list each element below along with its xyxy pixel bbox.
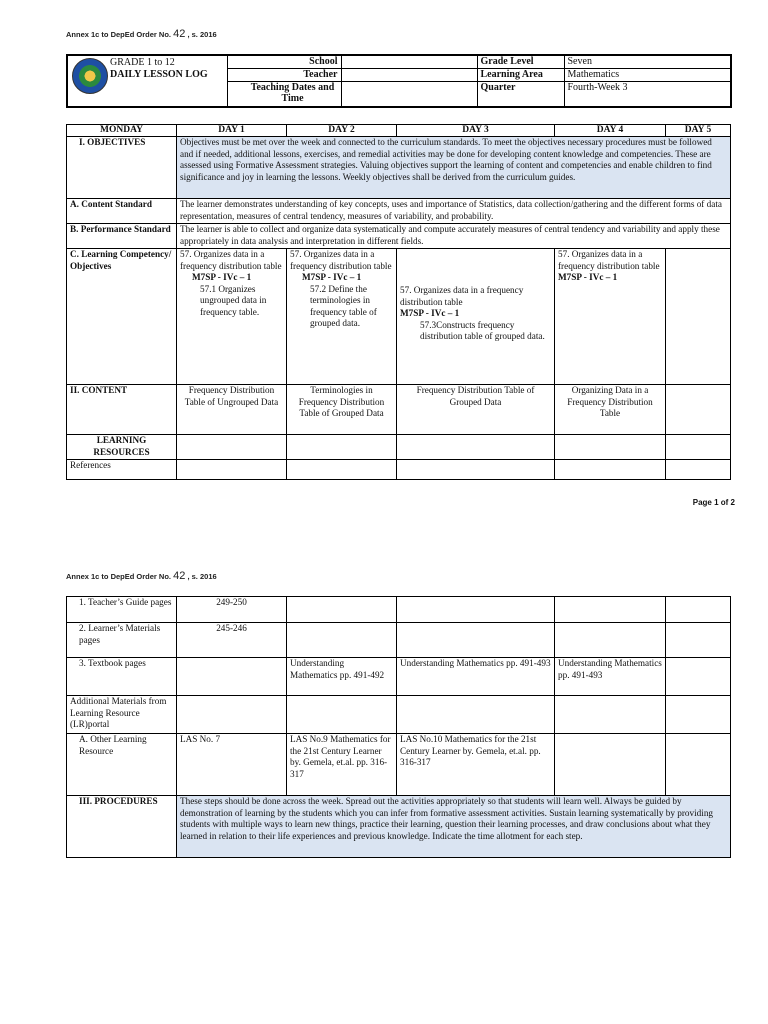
competency-row xyxy=(67,249,731,385)
annex-number: 42 xyxy=(173,28,186,40)
learning-area-value: Mathematics xyxy=(564,68,731,81)
competency-day2-sub: 57.2 Define the terminologies in frequency table of grouped data. xyxy=(310,283,377,328)
competency-day5 xyxy=(666,249,731,385)
page-number: Page 1 of 2 xyxy=(692,498,735,507)
performance-standard-row xyxy=(67,224,731,249)
other-resource-row xyxy=(67,734,731,796)
day-header-day1: DAY 1 xyxy=(177,125,287,137)
content-day1: Frequency Distribution Table of Ungrouped Data xyxy=(177,385,287,435)
competency-day1-main: 57. Organizes data in a frequency distribution table xyxy=(180,249,282,271)
performance-standard-label: B. Performance Standard xyxy=(67,224,177,249)
other-resource-label: A. Other Learning Resource xyxy=(67,734,177,796)
competency-day2 xyxy=(287,249,397,385)
deped-seal-icon xyxy=(72,58,108,94)
quarter-label: Quarter xyxy=(477,81,564,107)
grade-level-label: Grade Level xyxy=(477,55,564,68)
other-resource-day3: LAS No.10 Mathematics for the 21st Century Learner by. Gemela, et.al. pp. 316-317 xyxy=(397,734,555,796)
content-label: II. CONTENT xyxy=(67,385,177,435)
content-day3: Frequency Distribution Table of Grouped Data xyxy=(397,385,555,435)
content-standard-row xyxy=(67,199,731,224)
competency-day3 xyxy=(397,249,555,385)
procedures-row xyxy=(67,796,731,858)
learning-resources-row xyxy=(67,435,731,460)
objectives-row xyxy=(67,137,731,199)
procedures-label: III. PROCEDURES xyxy=(67,796,177,858)
teachers-guide-label: 1. Teacher’s Guide pages xyxy=(67,597,177,623)
learning-area-label: Learning Area xyxy=(477,68,564,81)
quarter-value: Fourth-Week 3 xyxy=(564,81,731,107)
day-header-day2: DAY 2 xyxy=(287,125,397,137)
header-title-dll: DAILY LESSON LOG xyxy=(110,68,208,80)
content-day5 xyxy=(666,385,731,435)
references-label: References xyxy=(67,460,177,480)
textbook-day2: Understanding Mathematics pp. 491-492 xyxy=(287,658,397,696)
other-resource-day2: LAS No.9 Mathematics for the 21st Century Learner by. Gemela, et.al. pp. 316-317 xyxy=(287,734,397,796)
competency-day4 xyxy=(555,249,666,385)
textbook-row xyxy=(67,658,731,696)
day-header-row xyxy=(67,125,731,137)
competency-day1-sub: 57.1 Organizes ungrouped data in frequency table. xyxy=(200,283,267,317)
annex-prefix: Annex 1c to DepEd Order No. xyxy=(66,30,172,39)
competency-label: C. Learning Competency/ Objectives xyxy=(67,249,177,385)
annex-suffix: , s. 2016 xyxy=(187,30,217,39)
learners-materials-day1: 245-246 xyxy=(177,623,287,658)
lesson-log-table xyxy=(66,124,731,480)
content-day4: Organizing Data in a Frequency Distribution Table xyxy=(555,385,666,435)
competency-day2-main: 57. Organizes data in a frequency distribution table xyxy=(290,249,392,271)
learners-materials-label: 2. Learner’s Materials pages xyxy=(67,623,177,658)
learning-resources-label: LEARNING RESOURCES xyxy=(67,435,177,460)
additional-materials-row xyxy=(67,696,731,734)
performance-standard-text: The learner is able to collect and organize data systematically and compute accurately measures of central tendency and variability and apply these appropriately in data analysis and interpretation in different fields. xyxy=(177,224,731,249)
competency-day1 xyxy=(177,249,287,385)
grade-level-value: Seven xyxy=(564,55,731,68)
learners-materials-row xyxy=(67,623,731,658)
lesson-log-table-page2 xyxy=(66,596,731,858)
teaching-dates-value xyxy=(341,81,477,107)
content-day2: Terminologies in Frequency Distribution Table of Grouped Data xyxy=(287,385,397,435)
header-table xyxy=(66,54,732,108)
textbook-day4: Understanding Mathematics pp. 491-493 xyxy=(555,658,666,696)
competency-day4-code: M7SP - IVc – 1 xyxy=(558,272,618,282)
competency-day4-main: 57. Organizes data in a frequency distribution table xyxy=(558,249,660,271)
school-label: School xyxy=(227,55,341,68)
objectives-text: Objectives must be met over the week and connected to the curriculum standards. To meet the objectives necessary procedures must be followed and if needed, additional lessons, exercises, and remedial activities may be done for developing content knowledge and competencies. These are assessed using Formative Assessment strategies. Valuing objectives support the learning of content and competencies and enable children to find significance and joy in learning the lessons. Weekly objectives shall be derived from the curriculum guides. xyxy=(177,137,731,199)
content-standard-text: The learner demonstrates understanding of key concepts, uses and importance of Statistics, data collection/gathering and the different forms of data representation, measures of central tendency, measures of variability, and probability. xyxy=(177,199,731,224)
day-header-monday: MONDAY xyxy=(67,125,177,137)
teacher-value xyxy=(341,68,477,81)
other-resource-day1: LAS No. 7 xyxy=(177,734,287,796)
textbook-label: 3. Textbook pages xyxy=(67,658,177,696)
header-logo-cell xyxy=(67,55,227,107)
competency-day2-code: M7SP - IVc – 1 xyxy=(302,272,362,282)
competency-day3-code: M7SP - IVc – 1 xyxy=(400,308,460,318)
additional-materials-label: Additional Materials from Learning Resource (LR)portal xyxy=(67,696,177,734)
day-header-day4: DAY 4 xyxy=(555,125,666,137)
teacher-label: Teacher xyxy=(227,68,341,81)
annex-prefix: Annex 1c to DepEd Order No. xyxy=(66,572,172,581)
day-header-day5: DAY 5 xyxy=(666,125,731,137)
procedures-text: These steps should be done across the week. Spread out the activities appropriately so that students will learn well. Always be guided by demonstration of learning by the students which you can infer from formative assessment activities. Sustain learning systematically by providing students with multiple ways to learn new things, practice their learning, question their learning processes, and draw conclusions about what they learned in relation to their life experiences and previous knowledge. Indicate the time allotment for each step. xyxy=(177,796,731,858)
day-header-day3: DAY 3 xyxy=(397,125,555,137)
annex-line-page2 xyxy=(66,570,217,582)
textbook-day3: Understanding Mathematics pp. 491-493 xyxy=(397,658,555,696)
competency-day1-code: M7SP - IVc – 1 xyxy=(192,272,252,282)
teachers-guide-row xyxy=(67,597,731,623)
annex-number: 42 xyxy=(173,570,186,582)
competency-day3-main: 57. Organizes data in a frequency distribution table xyxy=(400,285,524,307)
competency-day3-sub: 57.3Constructs frequency distribution table of grouped data. xyxy=(420,319,545,341)
header-title-grade: GRADE 1 to 12 xyxy=(110,57,175,68)
content-row xyxy=(67,385,731,435)
annex-line xyxy=(66,28,217,40)
annex-suffix: , s. 2016 xyxy=(187,572,217,581)
school-value xyxy=(341,55,477,68)
references-row xyxy=(67,460,731,480)
objectives-label: I. OBJECTIVES xyxy=(67,137,177,199)
content-standard-label: A. Content Standard xyxy=(67,199,177,224)
teaching-dates-label: Teaching Dates and Time xyxy=(227,81,341,107)
teachers-guide-day1: 249-250 xyxy=(177,597,287,623)
